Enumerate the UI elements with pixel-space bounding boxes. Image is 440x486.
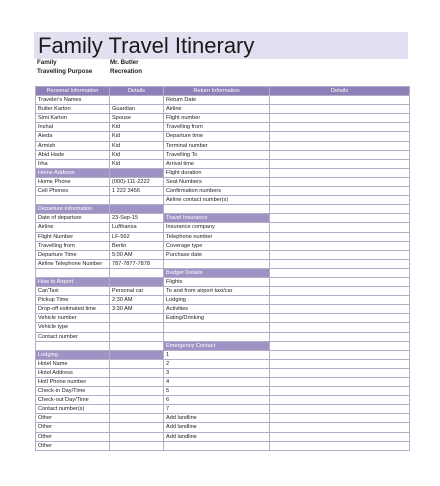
table-cell: Kid — [110, 141, 164, 150]
table-cell — [270, 223, 410, 232]
section-header-cell: Travel Insurance — [164, 214, 270, 223]
table-cell — [110, 405, 164, 414]
table-cell: Eating/Drinking — [164, 314, 270, 323]
table-cell: Guardian — [110, 105, 164, 114]
table-cell — [36, 268, 110, 277]
table-cell: 4 — [164, 378, 270, 387]
table-cell — [270, 259, 410, 268]
table-cell — [270, 305, 410, 314]
table-cell — [164, 332, 270, 341]
table-header-row — [36, 87, 410, 96]
table-cell: Abid Hade — [36, 150, 110, 159]
purpose-value: Recreation — [110, 68, 142, 75]
table-cell: Hotel Name — [36, 359, 110, 368]
table-cell: 2 — [164, 359, 270, 368]
table-row — [36, 368, 410, 377]
table-row — [36, 341, 410, 350]
table-cell — [110, 387, 164, 396]
table-cell: Date of departure — [36, 214, 110, 223]
section-header-cell: Lodging — [36, 350, 110, 359]
table-cell: Airline Telephone Number — [36, 259, 110, 268]
table-row — [36, 378, 410, 387]
table-cell: Flight duration — [164, 168, 270, 177]
table-cell — [110, 414, 164, 423]
table-cell: 5 — [164, 387, 270, 396]
table-cell: 1 222 3456 — [110, 187, 164, 196]
table-cell — [110, 378, 164, 387]
table-row — [36, 241, 410, 250]
table-row — [36, 396, 410, 405]
table-cell: Pickup Time — [36, 296, 110, 305]
table-cell: Kid — [110, 132, 164, 141]
table-cell: Drop-off estimated time — [36, 305, 110, 314]
table-cell — [270, 141, 410, 150]
section-header-cell — [110, 350, 164, 359]
table-cell — [110, 368, 164, 377]
table-cell: 787-7877-7878 — [110, 259, 164, 268]
table-cell — [270, 287, 410, 296]
table-cell: Insurance company — [164, 223, 270, 232]
table-cell — [270, 114, 410, 123]
table-cell — [270, 196, 410, 205]
table-cell — [270, 396, 410, 405]
table-cell — [36, 196, 110, 205]
table-row — [36, 305, 410, 314]
table-cell — [164, 323, 270, 332]
section-header-cell — [110, 168, 164, 177]
table-cell: Armish — [36, 141, 110, 150]
table-cell — [270, 432, 410, 441]
table-cell — [270, 159, 410, 168]
table-cell — [110, 432, 164, 441]
table-row — [36, 441, 410, 450]
table-cell — [164, 205, 270, 214]
table-cell — [270, 268, 410, 277]
table-body — [36, 96, 410, 451]
table-cell: Kid — [110, 159, 164, 168]
family-label: Family — [37, 59, 57, 66]
table-cell: Butler Karton — [36, 105, 110, 114]
table-cell — [270, 441, 410, 450]
table-cell: Add landline — [164, 423, 270, 432]
family-value: Mr. Butler — [110, 59, 139, 66]
section-header-cell: Emergency Contact — [164, 341, 270, 350]
table-cell: Personal car — [110, 287, 164, 296]
header-details: Details — [110, 87, 164, 96]
table-cell — [270, 241, 410, 250]
table-cell: Return Date — [164, 96, 270, 105]
table-cell — [270, 414, 410, 423]
table-cell: To and from airport taxi/car — [164, 287, 270, 296]
table-cell: Inshal — [36, 123, 110, 132]
table-cell — [270, 132, 410, 141]
table-row — [36, 96, 410, 105]
table-row — [36, 214, 410, 223]
table-cell: Check-out Day/Time — [36, 396, 110, 405]
table-cell: Home Phone — [36, 177, 110, 186]
table-cell — [110, 441, 164, 450]
itinerary-table — [35, 86, 410, 451]
table-cell: Airline — [164, 105, 270, 114]
table-row — [36, 432, 410, 441]
table-cell — [270, 177, 410, 186]
table-cell: Kid — [110, 123, 164, 132]
table-cell: Flights — [164, 277, 270, 286]
table-cell: Kid — [110, 150, 164, 159]
table-row — [36, 314, 410, 323]
table-cell: 3 — [164, 368, 270, 377]
table-cell — [270, 423, 410, 432]
table-cell: Traveler's Names — [36, 96, 110, 105]
table-cell — [270, 341, 410, 350]
section-header-cell — [110, 277, 164, 286]
table-cell: Arrival time — [164, 159, 270, 168]
table-cell — [110, 359, 164, 368]
section-header-cell: Departure Information — [36, 205, 110, 214]
table-row — [36, 414, 410, 423]
table-row — [36, 259, 410, 268]
table-cell: Other — [36, 441, 110, 450]
table-cell — [110, 268, 164, 277]
table-row — [36, 332, 410, 341]
table-cell — [270, 323, 410, 332]
table-cell: Other — [36, 414, 110, 423]
table-cell: Travelling To — [164, 150, 270, 159]
table-cell: Vehicle type — [36, 323, 110, 332]
table-row — [36, 359, 410, 368]
table-row — [36, 423, 410, 432]
table-cell: Other — [36, 423, 110, 432]
table-cell: Contact number — [36, 332, 110, 341]
table-cell: Lufthansa — [110, 223, 164, 232]
table-row — [36, 277, 410, 286]
table-cell: Airline — [36, 223, 110, 232]
table-cell: Departure time — [164, 132, 270, 141]
table-cell: 23-Sep-15 — [110, 214, 164, 223]
table-row — [36, 296, 410, 305]
table-cell: Simi Karton — [36, 114, 110, 123]
table-row — [36, 250, 410, 259]
table-row — [36, 168, 410, 177]
table-cell — [110, 341, 164, 350]
table-cell: Irha — [36, 159, 110, 168]
table-cell — [270, 168, 410, 177]
page-title: Family Travel Itinerary — [38, 33, 255, 58]
table-cell — [270, 314, 410, 323]
table-cell: (000)-111-2222 — [110, 177, 164, 186]
table-row — [36, 141, 410, 150]
table-cell — [270, 350, 410, 359]
table-row — [36, 387, 410, 396]
table-cell — [110, 423, 164, 432]
table-cell — [270, 187, 410, 196]
table-cell: Seat Numbers — [164, 177, 270, 186]
table-row — [36, 150, 410, 159]
table-row — [36, 177, 410, 186]
table-cell — [270, 296, 410, 305]
table-cell: Contact number(s) — [36, 405, 110, 414]
table-cell: Vehicle number — [36, 314, 110, 323]
table-row — [36, 105, 410, 114]
table-cell: Travelling from — [36, 241, 110, 250]
table-cell — [270, 368, 410, 377]
table-row — [36, 287, 410, 296]
table-cell: Car/Taxi — [36, 287, 110, 296]
table-cell — [270, 378, 410, 387]
table-cell — [270, 105, 410, 114]
table-cell: Aieda — [36, 132, 110, 141]
table-cell: Travelling from — [164, 123, 270, 132]
table-cell — [110, 314, 164, 323]
table-cell — [270, 277, 410, 286]
section-header-cell — [110, 205, 164, 214]
table-cell: Add landline — [164, 432, 270, 441]
table-row — [36, 268, 410, 277]
table-cell — [270, 332, 410, 341]
table-cell: Terminal number — [164, 141, 270, 150]
table-cell: Cell Phones — [36, 187, 110, 196]
table-cell: Hotl Phone number — [36, 378, 110, 387]
table-cell: Flight Number — [36, 232, 110, 241]
table-cell: 7 — [164, 405, 270, 414]
table-row — [36, 350, 410, 359]
table-cell — [110, 396, 164, 405]
table-cell — [36, 341, 110, 350]
table-cell: Add landline — [164, 414, 270, 423]
table-cell — [164, 259, 270, 268]
table-cell — [270, 387, 410, 396]
table-cell: 3:30 AM — [110, 305, 164, 314]
table-row — [36, 205, 410, 214]
table-cell: Spouse — [110, 114, 164, 123]
table-cell: Confirmation numbers — [164, 187, 270, 196]
table-row — [36, 123, 410, 132]
table-row — [36, 405, 410, 414]
table-cell: Berlin — [110, 241, 164, 250]
table-cell — [110, 96, 164, 105]
header-details: Details — [270, 87, 410, 96]
table-row — [36, 232, 410, 241]
table-cell — [270, 205, 410, 214]
table-cell: 5:00 AM — [110, 250, 164, 259]
table-row — [36, 323, 410, 332]
table-cell — [270, 123, 410, 132]
section-header-cell: Home Address — [36, 168, 110, 177]
table-cell: Check-in Day/Time — [36, 387, 110, 396]
table-cell: 1 — [164, 350, 270, 359]
table-row — [36, 187, 410, 196]
table-row — [36, 114, 410, 123]
section-header-cell: How to Airport — [36, 277, 110, 286]
table-cell — [110, 196, 164, 205]
table-cell: Activities — [164, 305, 270, 314]
table-cell — [270, 232, 410, 241]
table-cell: Lodging — [164, 296, 270, 305]
table-row — [36, 223, 410, 232]
table-cell — [110, 323, 164, 332]
table-cell: Coverage type — [164, 241, 270, 250]
table-row — [36, 132, 410, 141]
table-cell: LF-562 — [110, 232, 164, 241]
header-personal-information: Personal Information — [36, 87, 110, 96]
table-cell: 2:30 AM — [110, 296, 164, 305]
table-cell: Purchase date — [164, 250, 270, 259]
table-cell: Flight number — [164, 114, 270, 123]
table-cell — [270, 96, 410, 105]
table-cell: Other — [36, 432, 110, 441]
table-cell — [270, 150, 410, 159]
header-return-information: Return Information — [164, 87, 270, 96]
section-header-cell: Budget Details — [164, 268, 270, 277]
table-cell: Airline contact number(s) — [164, 196, 270, 205]
table-cell — [270, 214, 410, 223]
table-cell: Departure Time — [36, 250, 110, 259]
table-cell: Telephone number — [164, 232, 270, 241]
table-cell: Hotel Address — [36, 368, 110, 377]
table-row — [36, 196, 410, 205]
table-cell — [270, 359, 410, 368]
table-cell — [270, 405, 410, 414]
table-cell — [270, 250, 410, 259]
table-cell: 6 — [164, 396, 270, 405]
table-cell — [164, 441, 270, 450]
table-row — [36, 159, 410, 168]
purpose-label: Travelling Purpose — [37, 68, 93, 75]
table-cell — [110, 332, 164, 341]
